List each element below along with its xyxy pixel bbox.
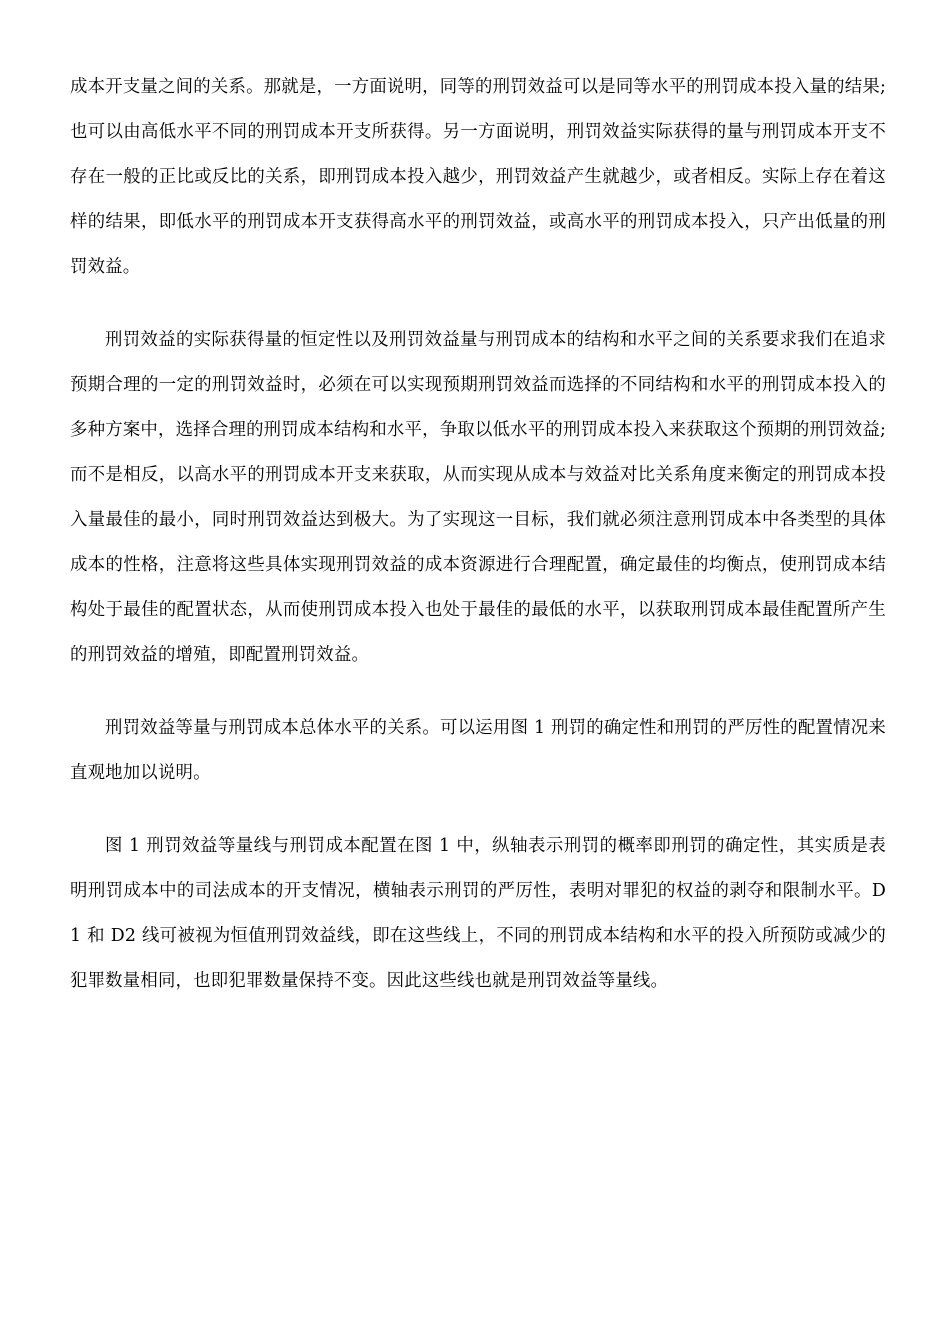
- paragraph-3: 刑罚效益等量与刑罚成本总体水平的关系。可以运用图 1 刑罚的确定性和刑罚的严厉性的配置情况来直观地加以说明。: [70, 718, 886, 783]
- paragraph-4: 图 1 刑罚效益等量线与刑罚成本配置在图 1 中，纵轴表示刑罚的概率即刑罚的确定性，其实质是表明刑罚成本中的司法成本的开支情况，横轴表示刑罚的严厉性，表明对罪犯的权益的剥夺和限制水平。D1 和 D2 线可被视为恒值刑罚效益线，即在这些线上，不同的刑罚成本结构和水平的投入所预防或减少的犯罪数量相同，也即犯罪数量保持不变。因此这些线也就是刑罚效益等量线。: [70, 836, 886, 991]
- paragraph-2: 刑罚效益的实际获得量的恒定性以及刑罚效益量与刑罚成本的结构和水平之间的关系要求我们在追求预期合理的一定的刑罚效益时，必须在可以实现预期刑罚效益而选择的不同结构和水平的刑罚成本投入的多种方案中，选择合理的刑罚成本结构和水平，争取以低水平的刑罚成本投入来获取这个预期的刑罚效益;而不是相反，以高水平的刑罚成本开支来获取，从而实现从成本与效益对比关系角度来衡定的刑罚成本投入量最佳的最小，同时刑罚效益达到极大。为了实现这一目标，我们就必须注意刑罚成本中各类型的具体成本的性格，注意将这些具体实现刑罚效益的成本资源进行合理配置，确定最佳的均衡点，使刑罚成本结构处于最佳的配置状态，从而使刑罚成本投入也处于最佳的最低的水平，以获取刑罚成本最佳配置所产生的刑罚效益的增殖，即配置刑罚效益。: [70, 330, 886, 665]
- paragraph-1: 成本开支量之间的关系。那就是，一方面说明，同等的刑罚效益可以是同等水平的刑罚成本投入量的结果;也可以由高低水平不同的刑罚成本开支所获得。另一方面说明，刑罚效益实际获得的量与刑罚成本开支不存在一般的正比或反比的关系，即刑罚成本投入越少，刑罚效益产生就越少，或者相反。实际上存在着这样的结果，即低水平的刑罚成本开支获得高水平的刑罚效益，或高水平的刑罚成本投入，只产出低量的刑罚效益。: [70, 77, 886, 277]
- document-page: [70, 65, 886, 1032]
